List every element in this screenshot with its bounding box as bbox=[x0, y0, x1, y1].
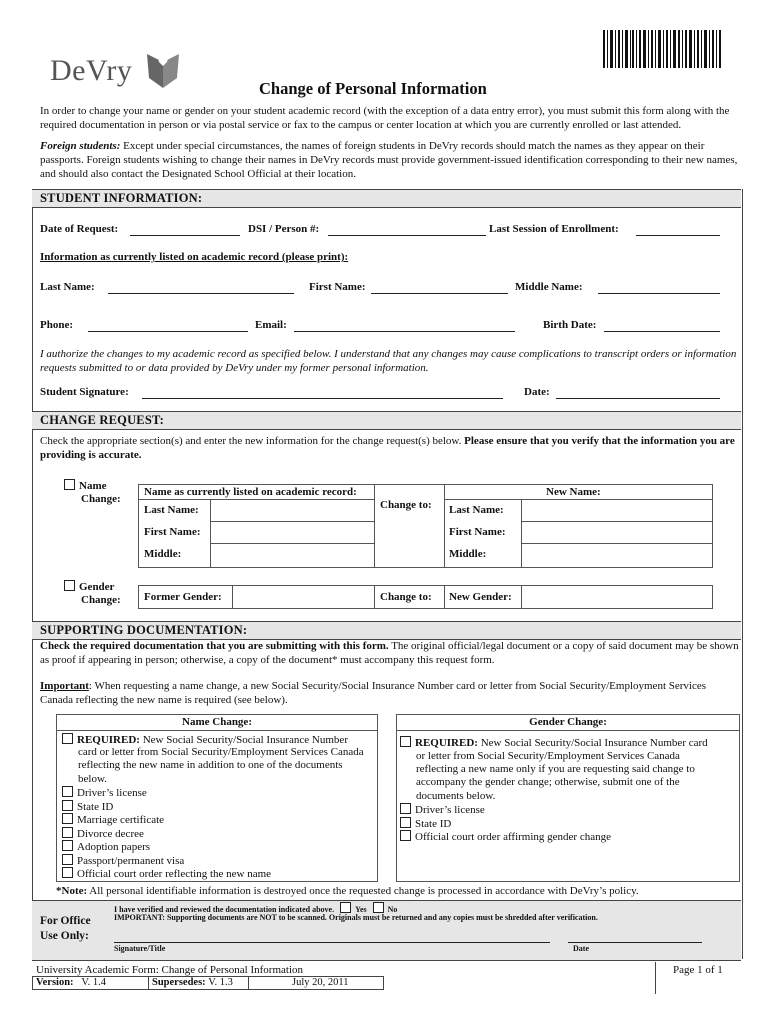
footer-version bbox=[36, 977, 106, 988]
note-label: *Note: bbox=[56, 885, 88, 897]
email-label: Email: bbox=[255, 319, 287, 331]
important-label: Important bbox=[40, 680, 89, 692]
signature-date-label: Date: bbox=[524, 386, 550, 398]
office-signature-label: Signature/Title bbox=[114, 944, 166, 953]
student-info-heading: STUDENT INFORMATION: bbox=[40, 191, 203, 205]
last-name-field[interactable] bbox=[108, 293, 294, 294]
gender-required-item[interactable] bbox=[400, 736, 708, 749]
gender-required-line-2: or letter from Social Security/Employment Services Canada bbox=[416, 750, 680, 762]
list-item-label: State ID bbox=[77, 800, 114, 813]
office-signature-field[interactable] bbox=[114, 942, 550, 943]
list-item-label: Official court order affirming gender change bbox=[415, 831, 611, 843]
footer-supersedes bbox=[152, 977, 233, 988]
office-date-label: Date bbox=[573, 944, 589, 953]
phone-label: Phone: bbox=[40, 319, 73, 331]
list-item-label: Divorce decree bbox=[77, 827, 144, 840]
name-change-docs-header: Name Change: bbox=[182, 716, 252, 728]
list-item-label: Passport/permanent visa bbox=[77, 854, 185, 867]
authorization-statement: I authorize the changes to my academic record as specified below. I understand that any changes may cause complications to transcript orders or information requests submitted to or data provided by DeVry under my former personal information. bbox=[40, 348, 737, 374]
gender-change-label-1: Gender bbox=[79, 581, 115, 593]
gender-change-to-label: Change to: bbox=[380, 591, 432, 603]
new-name-header: New Name: bbox=[546, 486, 601, 498]
supporting-docs-header bbox=[32, 621, 741, 640]
checkbox[interactable] bbox=[62, 867, 73, 878]
footer-page-number: Page 1 of 1 bbox=[673, 964, 723, 976]
name-required-line-3: reflecting the new name in addition to one of the documents bbox=[78, 759, 343, 771]
date-of-request-label: Date of Request: bbox=[40, 223, 119, 235]
change-request-instructions-text: Check the appropriate section(s) and enter the new information for the change request(s) below. bbox=[40, 435, 465, 447]
phone-field[interactable] bbox=[88, 331, 248, 332]
intro-paragraph: In order to change your name or gender on your student academic record (with the exception of a data entry error), you must submit this form along with the required documentation in person or via postal service or fax to the campus or center location at which you are currently enrolled or last attended. bbox=[40, 105, 730, 131]
list-item-label: Driver’s license bbox=[415, 804, 485, 816]
student-info-header bbox=[32, 189, 741, 208]
gender-change-checkbox[interactable] bbox=[64, 580, 75, 591]
student-signature-label: Student Signature: bbox=[40, 386, 129, 398]
signature-date-field[interactable] bbox=[556, 398, 720, 399]
privacy-note bbox=[56, 885, 639, 897]
student-signature-field[interactable] bbox=[142, 398, 503, 399]
name-change-option[interactable] bbox=[64, 479, 107, 492]
checkbox[interactable] bbox=[62, 800, 73, 811]
list-item[interactable] bbox=[62, 786, 271, 800]
foreign-students-label: Foreign students: bbox=[40, 140, 121, 152]
new-last-name-input[interactable] bbox=[521, 499, 713, 522]
supporting-docs-intro bbox=[40, 639, 740, 667]
list-item-label: Official court order reflecting the new name bbox=[77, 868, 272, 880]
checkbox[interactable] bbox=[62, 786, 73, 797]
middle-name-field[interactable] bbox=[598, 293, 720, 294]
list-item[interactable] bbox=[62, 827, 271, 841]
new-first-name-input[interactable] bbox=[521, 521, 713, 544]
current-middle-input[interactable] bbox=[210, 543, 375, 568]
name-change-label-1: Name bbox=[79, 480, 107, 492]
checkbox[interactable] bbox=[62, 827, 73, 838]
office-yes-label: Yes bbox=[355, 905, 367, 914]
gender-docs-list bbox=[400, 803, 611, 844]
page-title: Change of Personal Information bbox=[259, 79, 487, 98]
new-last-name-label: Last Name: bbox=[449, 504, 504, 516]
office-date-field[interactable] bbox=[568, 942, 702, 943]
birth-date-field[interactable] bbox=[604, 331, 720, 332]
logo-wordmark: DeVry bbox=[50, 54, 133, 87]
name-change-label-2: Change: bbox=[81, 493, 121, 505]
last-name-label: Last Name: bbox=[40, 281, 95, 293]
office-important-text: IMPORTANT: Supporting documents are NOT to be scanned. Originals must be returned and any copies must be shredded after verification. bbox=[114, 913, 598, 922]
version-label: Version: bbox=[36, 977, 74, 988]
current-first-name-input[interactable] bbox=[210, 521, 375, 544]
checkbox[interactable] bbox=[400, 817, 411, 828]
list-item[interactable] bbox=[400, 830, 611, 844]
office-yes-checkbox[interactable] bbox=[340, 902, 351, 913]
footer-form-name: University Academic Form: Change of Personal Information bbox=[36, 964, 303, 976]
email-field[interactable] bbox=[294, 331, 515, 332]
change-request-heading: CHANGE REQUEST: bbox=[40, 413, 164, 427]
gender-change-label-2: Change: bbox=[81, 594, 121, 606]
list-item[interactable] bbox=[62, 840, 271, 854]
name-required-line-4: below. bbox=[78, 773, 107, 785]
important-note bbox=[40, 679, 740, 707]
footer-date: July 20, 2011 bbox=[292, 977, 349, 988]
gender-required-label: REQUIRED: bbox=[415, 737, 478, 749]
new-gender-input[interactable] bbox=[521, 585, 713, 609]
name-required-item[interactable] bbox=[62, 733, 348, 746]
birth-date-label: Birth Date: bbox=[543, 319, 597, 331]
supporting-docs-heading: SUPPORTING DOCUMENTATION: bbox=[40, 623, 248, 637]
foreign-students-paragraph bbox=[40, 139, 740, 181]
office-use-label-1: For Office bbox=[40, 915, 91, 927]
new-gender-label: New Gender: bbox=[449, 591, 512, 603]
gender-required-checkbox[interactable] bbox=[400, 736, 411, 747]
gender-change-option[interactable] bbox=[64, 580, 114, 593]
gender-required-line-1: New Social Security/Social Insurance Number card bbox=[477, 737, 708, 749]
gender-required-line-3: reflecting a new name only if you are requesting said change to bbox=[416, 763, 695, 775]
new-middle-input[interactable] bbox=[521, 543, 713, 568]
gender-required-line-4: accompany the gender change; otherwise, submit one of the bbox=[416, 776, 680, 788]
gender-required-line-5: documents below. bbox=[416, 790, 496, 802]
date-of-request-field[interactable] bbox=[130, 235, 240, 236]
note-text: All personal identifiable information is destroyed once the requested change is processed in accordance with DeVry’s policy. bbox=[87, 885, 639, 897]
checkbox[interactable] bbox=[62, 813, 73, 824]
list-item[interactable] bbox=[62, 854, 271, 868]
barcode bbox=[603, 30, 721, 68]
supersedes-label: Supersedes: bbox=[152, 977, 206, 988]
record-heading: Information as currently listed on academic record (please print): bbox=[40, 251, 349, 263]
new-middle-label: Middle: bbox=[449, 548, 487, 560]
name-change-to-label: Change to: bbox=[380, 499, 432, 511]
supersedes-value: V. 1.3 bbox=[208, 977, 233, 988]
office-no-checkbox[interactable] bbox=[373, 902, 384, 913]
last-session-label: Last Session of Enrollment: bbox=[489, 223, 619, 235]
dsi-field[interactable] bbox=[328, 235, 486, 236]
version-value: V. 1.4 bbox=[81, 977, 107, 988]
foreign-students-text: Except under special circumstances, the names of foreign students in DeVry records should match the names as they appear on their passports. Foreign students wishing to change their names in DeVry records must provide government-issued identification corresponding to their new names, and should also contact the Designated School Official at their location. bbox=[40, 140, 738, 180]
name-change-checkbox[interactable] bbox=[64, 479, 75, 490]
first-name-field[interactable] bbox=[371, 293, 508, 294]
change-request-instructions-bold: Please ensure that you verify that the information you are providing is accurate. bbox=[40, 435, 735, 461]
former-gender-label: Former Gender: bbox=[144, 591, 222, 603]
list-item-label: State ID bbox=[415, 817, 452, 830]
supporting-docs-intro-text: The original official/legal document or a copy of said document may be shown as proof if appearing in person; otherwise, a copy of the document* must accompany this request form. bbox=[40, 640, 739, 666]
current-last-name-label: Last Name: bbox=[144, 504, 199, 516]
change-request-instructions bbox=[40, 434, 740, 462]
office-no-label: No bbox=[387, 905, 398, 914]
list-item[interactable] bbox=[62, 800, 271, 814]
checkbox[interactable] bbox=[400, 803, 411, 814]
name-required-line-2: card or letter from Social Security/Employment Services Canada bbox=[78, 746, 364, 758]
current-first-name-label: First Name: bbox=[144, 526, 201, 538]
last-session-field[interactable] bbox=[636, 235, 720, 236]
first-name-label: First Name: bbox=[309, 281, 366, 293]
barcode-graphic bbox=[603, 30, 721, 68]
list-item-label: Marriage certificate bbox=[77, 814, 165, 826]
gender-change-docs-header: Gender Change: bbox=[529, 716, 607, 728]
important-text: : When requesting a name change, a new Social Security/Social Insurance Number card or letter from Social Security/Employment Services Canada reflecting the new name is required (see below). bbox=[40, 680, 707, 706]
change-request-header bbox=[32, 411, 741, 430]
list-item[interactable] bbox=[62, 867, 271, 881]
shield-icon bbox=[143, 48, 183, 90]
list-item-label: Adoption papers bbox=[77, 841, 151, 853]
current-last-name-input[interactable] bbox=[210, 499, 375, 522]
office-use-label-2: Use Only: bbox=[40, 930, 89, 942]
list-item-label: Driver’s license bbox=[77, 787, 147, 799]
middle-name-label: Middle Name: bbox=[515, 281, 583, 293]
list-item[interactable] bbox=[62, 813, 271, 827]
current-middle-label: Middle: bbox=[144, 548, 182, 560]
dsi-label: DSI / Person #: bbox=[248, 223, 320, 235]
name-docs-list bbox=[62, 786, 271, 881]
checkbox[interactable] bbox=[62, 854, 73, 865]
checkbox[interactable] bbox=[62, 840, 73, 851]
current-name-header: Name as currently listed on academic record: bbox=[144, 486, 357, 498]
name-required-line-1: New Social Security/Social Insurance Number bbox=[139, 734, 348, 746]
name-required-checkbox[interactable] bbox=[62, 733, 73, 744]
checkbox[interactable] bbox=[400, 830, 411, 841]
list-item[interactable] bbox=[400, 817, 611, 831]
devry-logo bbox=[40, 46, 190, 90]
former-gender-input[interactable] bbox=[232, 585, 375, 609]
supporting-docs-intro-bold: Check the required documentation that you are submitting with this form. bbox=[40, 640, 389, 652]
office-verified-text: I have verified and reviewed the documentation indicated above. bbox=[114, 905, 335, 914]
name-required-label: REQUIRED: bbox=[77, 734, 140, 746]
new-first-name-label: First Name: bbox=[449, 526, 506, 538]
list-item[interactable] bbox=[400, 803, 611, 817]
